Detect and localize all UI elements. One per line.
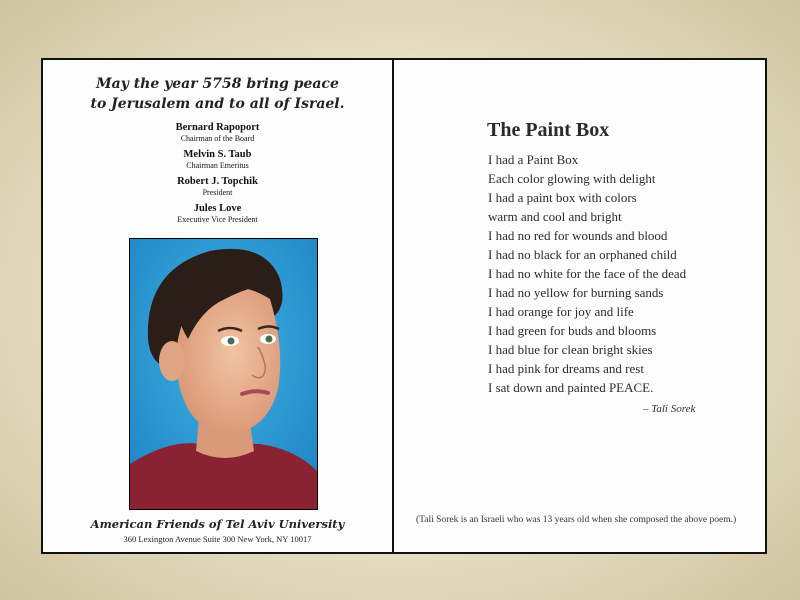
poem-author: – Tali Sorek xyxy=(643,403,696,415)
officer-title: Chairman Emeritus xyxy=(186,161,249,170)
portrait-illustration xyxy=(130,239,317,509)
officer-title: Chairman of the Board xyxy=(180,134,255,143)
poem-line: I had no black for an orphaned child xyxy=(488,247,677,262)
poem-line: I sat down and painted PEACE. xyxy=(488,380,654,395)
officer-title: President xyxy=(202,188,233,197)
officer-title: Executive Vice President xyxy=(177,215,258,224)
officers-list xyxy=(43,122,392,230)
poem-title: The Paint Box xyxy=(487,119,610,141)
officer xyxy=(43,203,392,224)
left-panel xyxy=(43,60,392,552)
poem-line: I had orange for joy and life xyxy=(488,304,634,319)
officer-name: Jules Love xyxy=(193,203,242,214)
poem-line: I had no red for wounds and blood xyxy=(488,228,668,243)
poem-body xyxy=(488,150,686,397)
greeting-line: May the year 5758 bring peace xyxy=(96,76,339,92)
poem-line: warm and cool and bright xyxy=(488,209,622,224)
poem-footnote: (Tali Sorek is an Israeli who was 13 years old when she composed the above poem.) xyxy=(416,515,737,525)
poem-line: I had green for buds and blooms xyxy=(488,323,657,338)
greeting-line: to Jerusalem and to all of Israel. xyxy=(90,96,345,112)
officer-name: Robert J. Topchik xyxy=(177,176,258,187)
officer xyxy=(43,149,392,170)
poem-line: I had pink for dreams and rest xyxy=(488,361,644,376)
officer-name: Melvin S. Taub xyxy=(183,149,252,160)
poem-line: Each color glowing with delight xyxy=(488,171,656,186)
officer xyxy=(43,122,392,143)
poem-line: I had a paint box with colors xyxy=(488,190,637,205)
organization-name: American Friends of Tel Aviv University xyxy=(90,517,345,531)
organization-address: 360 Lexington Avenue Suite 300 New York, NY 10017 xyxy=(123,534,312,544)
officer xyxy=(43,176,392,197)
poem-line: I had no yellow for burning sands xyxy=(488,285,664,300)
greeting-card xyxy=(41,58,767,554)
officer-name: Bernard Rapoport xyxy=(175,122,260,133)
poem-line: I had blue for clean bright skies xyxy=(488,342,653,357)
poem-line: I had no white for the face of the dead xyxy=(488,266,687,281)
greeting xyxy=(43,74,392,114)
poem-line: I had a Paint Box xyxy=(488,152,579,167)
portrait-photo xyxy=(129,238,318,510)
right-panel xyxy=(394,60,765,552)
